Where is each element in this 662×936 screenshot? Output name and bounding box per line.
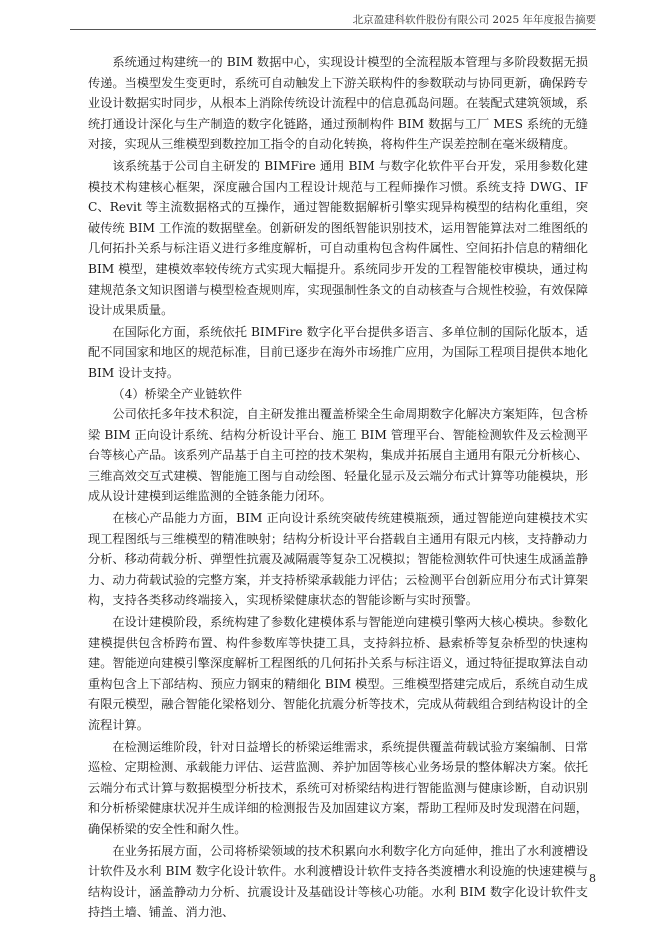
report-header-title: 北京盈建科软件股份有限公司 2025 年年度报告摘要 <box>352 14 596 26</box>
paragraph-bimfire-platform: 该系统基于公司自主研发的 BIMFire 通用 BIM 与数字化软件平台开发，采用参数化建模技术构建核心框架，深度融合国内工程设计规范与工程师操作习惯。系统支持 DWG、IFC、Revit 等主流数据格式的互操作，通过智能数据解析引擎实现异构模型的结构化重组，突破传统 BIM 工作流的数据壁垒。创新研发的图纸智能识别技术，运用智能算法对二维图纸的几何拓扑关系与标注语义进行多维度解析，可自动重构包含构件属性、空间拓扑信息的精细化 BIM 模型，建模效率较传统方式实现大幅提升。系统同步开发的工程智能校审模块，通过构建规范条文知识图谱与模型检查规则库，实现强制性条文的自动核查与合规性校验，有效保障设计成果质量。 <box>88 158 588 318</box>
paragraph-design-modeling-stage: 在设计建模阶段，系统构建了参数化建模体系与智能逆向建模引擎两大核心模块。参数化建模提供包含桥跨布置、构件参数库等快捷工具，支持斜拉桥、悬索桥等复杂桥型的快速构建。智能逆向建模引擎深度解析工程图纸的几何拓扑关系与标注语义，通过特征提取算法自动重构包含上下部结构、预应力钢束的精细化 BIM 模型。三维模型搭建完成后，系统自动生成有限元模型，融合智能化梁格划分、智能化抗震分析等技术，完成从荷载组合到结构设计的全流程计算。 <box>88 615 588 732</box>
header-divider <box>70 29 596 30</box>
paragraph-core-product-capabilities: 在核心产品能力方面，BIM 正向设计系统突破传统建模瓶颈，通过智能逆向建模技术实现工程图纸与三维模型的精准映射；结构分析设计平台搭载自主通用有限元内核，支持静动力分析、移动荷载分析、弹塑性抗震及减隔震等复杂工况模拟；智能检测软件可快速生成涵盖静力、动力荷载试验的完整方案，并支持桥梁承载能力评估；云检测平台创新应用分布式计算架构，支持各类移动终端接入，实现桥梁健康状态的智能诊断与实时预警。 <box>88 511 588 608</box>
paragraph-business-expansion: 在业务拓展方面，公司将桥梁领域的技术积累向水利数字化方向延伸，推出了水利渡槽设计软件及水利 BIM 数字化设计软件。水利渡槽设计软件支持各类渡槽水利设施的快速建模与结构设计，涵盖静动力分析、抗震设计及基础设计等核心功能。水利 BIM 数字化设计软件支持挡土墙、铺盖、消力池、 <box>88 843 588 920</box>
paragraph-internationalization: 在国际化方面，系统依托 BIMFire 数字化平台提供多语言、多单位制的国际化版本，适配不同国家和地区的规范标准，目前已逐步在海外市场推广应用，为国际工程项目提供本地化 BIM 设计支持。 <box>88 324 588 380</box>
document-body <box>88 52 588 923</box>
page-number: 8 <box>589 872 596 885</box>
section-heading-bridge-software: （4）桥梁全产业链软件 <box>112 386 243 401</box>
paragraph-bim-data-center: 系统通过构建统一的 BIM 数据中心，实现设计模型的全流程版本管理与多阶段数据无损传递。当模型发生变更时，系统可自动触发上下游关联构件的参数联动与协同更新，确保跨专业设计数据实时同步，从根本上消除传统设计流程中的信息孤岛问题。在装配式建筑领域，系统打通设计深化与生产制造的数字化链路，通过预制构件 BIM 数据与工厂 MES 系统的无缝对接，实现从三维模型到数控加工指令的自动化转换，将构件生产误差控制在毫米级精度。 <box>88 55 588 152</box>
paragraph-inspection-operation-stage: 在检测运维阶段，针对日益增长的桥梁运维需求，系统提供覆盖荷载试验方案编制、日常巡检、定期检测、承载能力评估、运营监测、养护加固等核心业务场景的整体解决方案。依托云端分布式计算与数据模型分析技术，系统可对桥梁结构进行智能监测与健康诊断，自动识别和分析桥梁健康状况并生成详细的检测报告及加固建议方案，帮助工程师及时发现潜在问题，确保桥梁的安全性和耐久性。 <box>88 739 588 836</box>
paragraph-bridge-solution-matrix: 公司依托多年技术积淀，自主研发推出覆盖桥梁全生命周期数字化解决方案矩阵，包含桥梁 BIM 正向设计系统、结构分析设计平台、施工 BIM 管理平台、智能检测软件及云检测平台等核心产品。该系列产品基于自主可控的技术架构，集成并拓展自主通用有限元分析核心、三维高效交互式建模、智能施工图与自动绘图、轻量化显示及云端分布式计算等功能模块，形成从设计建模到运维监测的全链条能力闭环。 <box>88 407 588 504</box>
